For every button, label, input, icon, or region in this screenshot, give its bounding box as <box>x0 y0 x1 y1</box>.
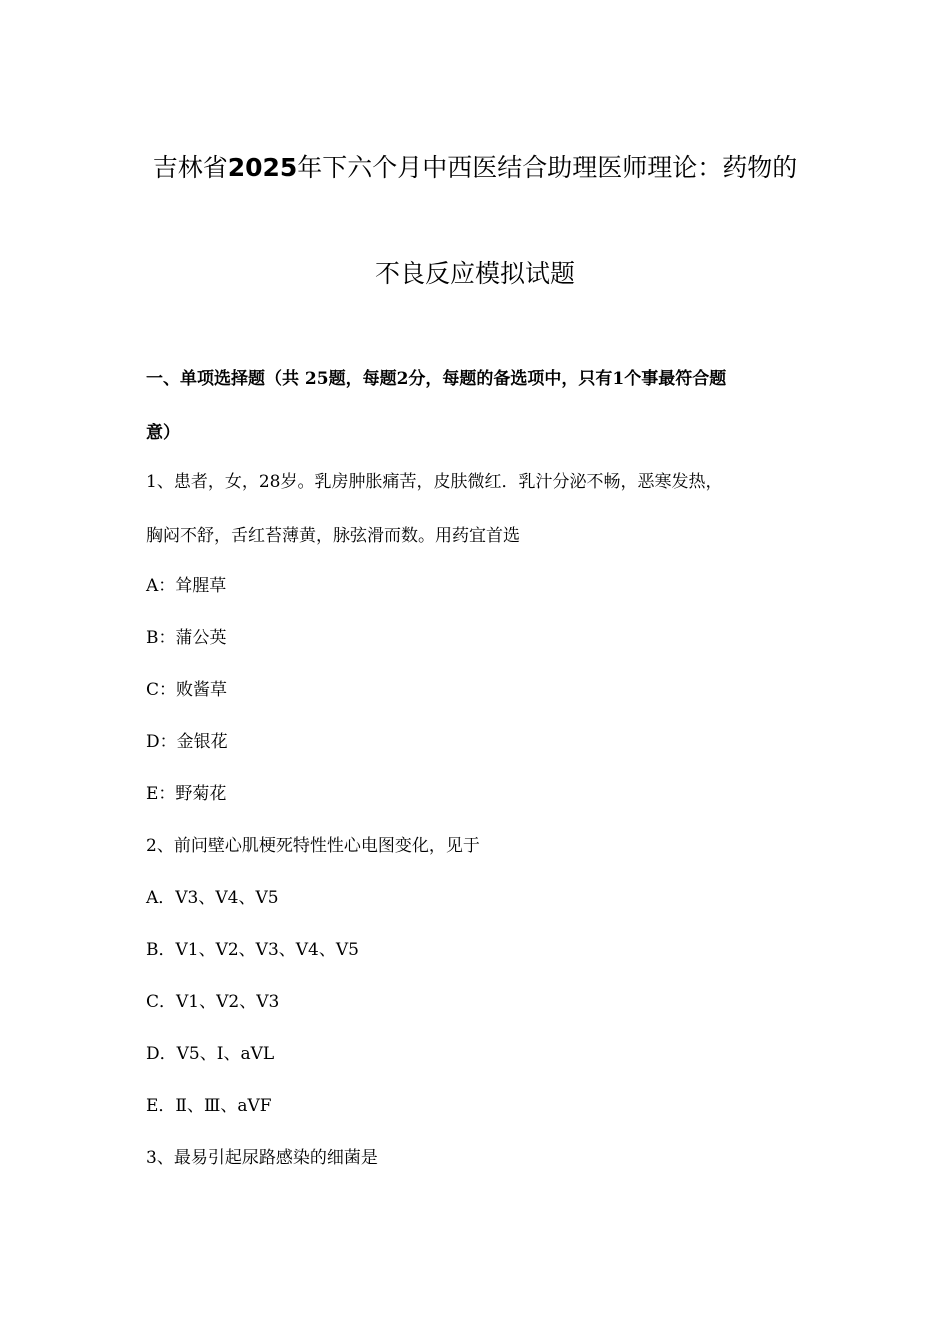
question-1-option-a: A：耸腥草 <box>146 576 227 596</box>
question-1-stem-line-2: 胸闷不舒，舌红苔薄黄，脉弦滑而数。用药宜首选 <box>146 526 520 546</box>
document-title-line-1 <box>0 152 950 184</box>
section-heading-line-2: 意） <box>146 423 180 443</box>
question-1-option-c: C：败酱草 <box>146 680 228 700</box>
question-2-option-e: E．Ⅱ、Ⅲ、aVF <box>146 1096 272 1116</box>
title-part-2: 年下六个月中西医结合助理医师理论：药物的 <box>297 153 798 182</box>
section-heading-line-1: 一、单项选择题（共 25题，每题2分，每题的备选项中，只有1个事最符合题 <box>146 369 727 389</box>
question-2-option-c: C．Ⅴ1、Ⅴ2、Ⅴ3 <box>146 992 280 1012</box>
question-1-option-b: B：蒲公英 <box>146 628 227 648</box>
title-year: 2025 <box>227 153 298 182</box>
title-part-1: 吉林省 <box>152 153 228 182</box>
question-2-option-b: B．Ⅴ1、Ⅴ2、Ⅴ3、Ⅴ4、Ⅴ5 <box>146 940 359 960</box>
question-1-option-e: E：野菊花 <box>146 784 227 804</box>
question-2-stem: 2、前问壁心肌梗死特性性心电图变化，见于 <box>146 836 480 856</box>
question-1-option-d: D：金银花 <box>146 732 228 752</box>
question-1-stem-line-1: 1、患者，女，28岁。乳房肿胀痛苦，皮肤微红．乳汁分泌不畅，恶寒发热， <box>146 472 723 492</box>
document-title-line-2: 不良反应模拟试题 <box>374 259 575 288</box>
question-3-stem: 3、最易引起尿路感染的细菌是 <box>146 1148 378 1168</box>
question-2-option-d: D．Ⅴ5、Ⅰ、aVL <box>146 1044 275 1064</box>
question-2-option-a: A．Ⅴ3、Ⅴ4、Ⅴ5 <box>146 888 279 908</box>
